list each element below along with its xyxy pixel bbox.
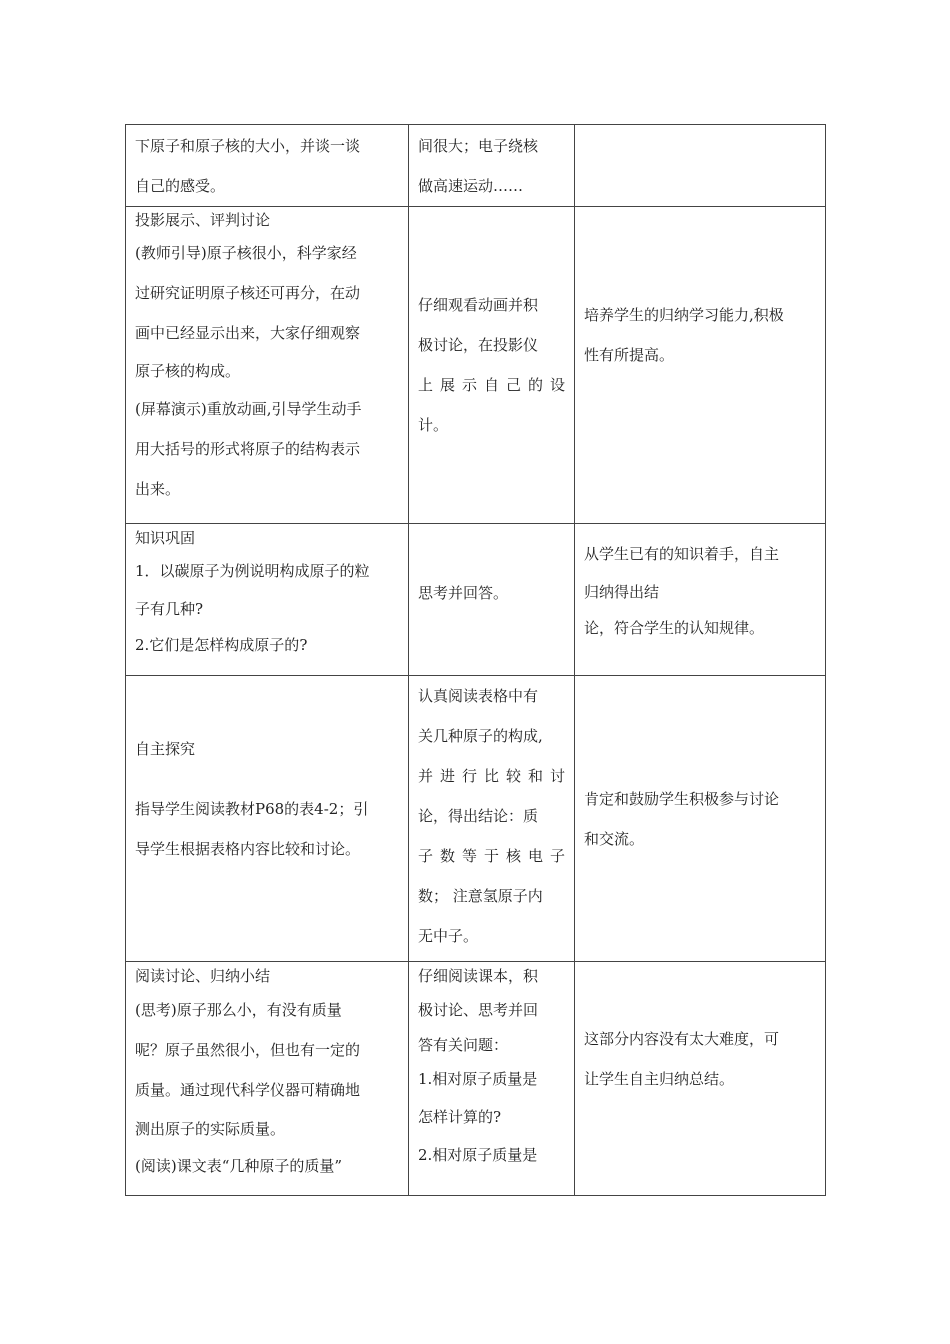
teacher-activity-cell [126, 207, 409, 524]
student-activity-cell [409, 962, 575, 1196]
text-line: 并进行比较和讨 [418, 767, 565, 785]
text-line: 呢？原子虽然很小，但也有一定的 [135, 1041, 361, 1059]
text-line: 论，符合学生的认知规律。 [584, 619, 765, 637]
text-line: 子数等于核电子 [418, 847, 565, 865]
text-line: 关几种原子的构成, [418, 727, 543, 745]
text-line: 极讨论、思考并回 [418, 1001, 539, 1019]
text-line: 怎样计算的? [418, 1108, 502, 1126]
text-line: 论，得出结论：质 [418, 807, 539, 825]
text-line: 培养学生的归纳学习能力,积极 [584, 306, 784, 324]
text-line: 仔细阅读课本，积 [418, 967, 539, 985]
text-line: 知识巩固 [135, 529, 196, 547]
text-line: 做高速运动…… [418, 177, 524, 195]
text-line: 下原子和原子核的大小，并谈一谈 [135, 137, 361, 155]
text-line: 让学生自主归纳总结。 [584, 1069, 735, 1088]
text-line: 1.相对原子质量是 [418, 1070, 538, 1088]
teacher-activity-cell [126, 676, 409, 962]
table-row [126, 207, 826, 524]
table-row [126, 962, 826, 1196]
text-line: (教师引导)原子核很小，科学家经 [135, 244, 357, 262]
text-line: 极讨论，在投影仪 [418, 336, 539, 354]
text-line: 画中已经显示出来，大家仔细观察 [135, 324, 361, 342]
text-line: 归纳得出结 [584, 583, 660, 601]
text-line: 仔细观看动画并积 [418, 296, 539, 314]
text-line: 这部分内容没有太大难度，可 [584, 1029, 780, 1048]
text-line: 认真阅读表格中有 [418, 687, 539, 705]
text-line: 过研究证明原子核还可再分，在动 [135, 284, 361, 302]
text-line: 性有所提高。 [584, 346, 675, 364]
teacher-activity-cell [126, 962, 409, 1196]
student-activity-cell [409, 207, 575, 524]
text-line: 2.相对原子质量是 [418, 1146, 538, 1164]
design-intent-cell [575, 676, 826, 962]
text-line: 自己的感受。 [135, 177, 226, 195]
text-line: 从学生已有的知识着手，自主 [584, 545, 780, 563]
design-intent-cell [575, 962, 826, 1196]
text-line: 子有几种? [135, 600, 204, 618]
text-line: (思考)原子那么小，有没有质量 [135, 1001, 342, 1019]
table-row [126, 125, 826, 207]
text-line: 肯定和鼓励学生积极参与讨论 [584, 789, 780, 808]
text-line: 指导学生阅读教材P68的表4-2；引 [135, 799, 369, 818]
text-line: (屏幕演示)重放动画,引导学生动手 [135, 400, 362, 418]
text-line: 投影展示、评判讨论 [135, 211, 271, 229]
text-line: 测出原子的实际质量。 [135, 1120, 286, 1138]
student-activity-cell [409, 676, 575, 962]
design-intent-cell [575, 125, 826, 207]
text-line: 原子核的构成。 [135, 362, 241, 380]
table-row [126, 524, 826, 676]
text-line: 和交流。 [584, 829, 645, 848]
design-intent-cell [575, 524, 826, 676]
text-line: 导学生根据表格内容比较和讨论。 [135, 839, 361, 858]
text-line: 数； 注意氢原子内 [418, 887, 543, 905]
text-line: 1．以碳原子为例说明构成原子的粒 [135, 562, 370, 580]
text-line: 思考并回答。 [418, 583, 509, 602]
text-line: 间很大；电子绕核 [418, 137, 539, 155]
teacher-activity-cell [126, 524, 409, 676]
text-line: 2.它们是怎样构成原子的? [135, 636, 308, 654]
student-activity-cell [409, 125, 575, 207]
student-activity-cell [409, 524, 575, 676]
text-line: 答有关问题： [418, 1036, 509, 1054]
teacher-activity-cell [126, 125, 409, 207]
text-line: 自主探究 [135, 739, 196, 758]
design-intent-cell [575, 207, 826, 524]
text-line: 无中子。 [418, 927, 479, 945]
text-line: 阅读讨论、归纳小结 [135, 967, 271, 985]
text-line: 上展示自己的设 [418, 376, 565, 394]
text-line: (阅读)课文表“几种原子的质量” [135, 1157, 343, 1175]
table-row [126, 676, 826, 962]
text-line: 用大括号的形式将原子的结构表示 [135, 440, 361, 458]
lesson-plan-table [125, 124, 826, 1196]
text-line: 计。 [418, 416, 449, 434]
text-line: 质量。通过现代科学仪器可精确地 [135, 1081, 361, 1099]
text-line: 出来。 [135, 480, 181, 498]
